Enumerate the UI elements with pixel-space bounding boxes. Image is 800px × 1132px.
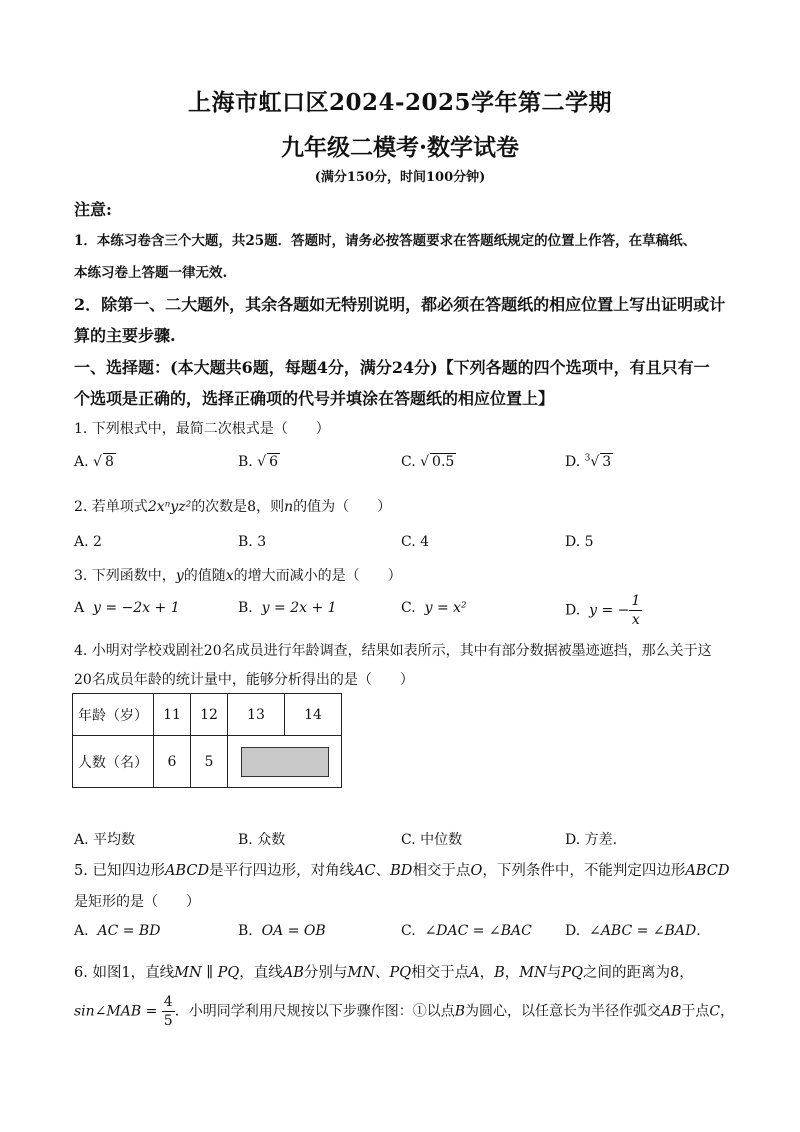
radicand: 0.5 bbox=[432, 454, 455, 470]
q1-option-d: D. $^3$√ 3 bbox=[565, 453, 612, 470]
option-label: D. bbox=[565, 602, 581, 619]
exam-subtitle-title: 九年级二模考·数学试卷 bbox=[280, 134, 519, 161]
variable-y: y bbox=[175, 568, 184, 584]
option-label: C. bbox=[401, 454, 416, 470]
q2-stem-text: 的值为（ ） bbox=[293, 499, 392, 515]
q1-option-b: B. √ 6 bbox=[238, 454, 279, 470]
numerator: 1 bbox=[631, 593, 641, 609]
q5-option-b bbox=[238, 923, 326, 939]
condition-expression: ∠DAC = ∠BAC bbox=[424, 923, 532, 939]
q6-stem-text: 分别与 bbox=[303, 965, 348, 981]
function-expression: y = −2x + 1 bbox=[93, 600, 180, 616]
option-label: C. bbox=[401, 923, 416, 939]
q3-option-c bbox=[401, 600, 467, 616]
exam-title: 上海市虹口区2024-2025学年第二学期 bbox=[187, 89, 613, 116]
table-cell: 14 bbox=[285, 694, 342, 736]
table-cell: 13 bbox=[228, 694, 285, 736]
point-b: B bbox=[494, 965, 505, 981]
q5-stem-line1 bbox=[74, 859, 734, 880]
q2-stem bbox=[74, 496, 734, 516]
q2-stem-text: 的次数是8，则 bbox=[191, 499, 285, 515]
parallel-lines: MN ∥ PQ bbox=[174, 965, 240, 981]
q2-option-d: D. 5 bbox=[565, 534, 594, 550]
option-label: C. bbox=[401, 600, 416, 616]
notice-item-1: 1．本练习卷含三个大题，共25题．答题时，请务必按答题要求在答题纸规定的位置上作答，在草稿纸、 bbox=[74, 233, 697, 249]
diagonal-ac: AC bbox=[354, 863, 376, 879]
line-mn: MN bbox=[347, 965, 375, 981]
q6-stem-text: 与 bbox=[546, 965, 562, 981]
exam-score-time: (满分150分，时间100分钟) bbox=[314, 170, 486, 185]
q2-option-a: A. 2 bbox=[74, 534, 102, 550]
q6-stem-text: 6. 如图1，直线 bbox=[74, 965, 175, 981]
notice-item-2: 2．除第一、二大题外，其余各题如无特别说明，都必须在答题纸的相应位置上写出证明或计 bbox=[74, 295, 726, 314]
q6-stem-text: ， bbox=[504, 965, 520, 981]
q3-option-d bbox=[565, 592, 642, 629]
q6-stem-line2 bbox=[74, 993, 734, 1030]
condition-expression: ∠ABC = ∠BAD bbox=[589, 923, 697, 939]
notice-label: 注意: bbox=[74, 200, 112, 219]
distance-value: 8 bbox=[669, 965, 680, 981]
q1-stem: 1. 下列根式中，最简二次根式是（ ） bbox=[74, 421, 330, 437]
q3-stem-text: 的增大而减小的是（ ） bbox=[233, 568, 402, 584]
q4-option-b: B. 众数 bbox=[238, 832, 286, 848]
function-expression: y = x² bbox=[424, 600, 467, 616]
q4-option-c: C. 中位数 bbox=[401, 832, 463, 848]
table-cell: 11 bbox=[154, 694, 191, 736]
age-table bbox=[72, 693, 342, 788]
fraction bbox=[629, 592, 642, 629]
table-cell: 6 bbox=[154, 736, 191, 788]
option-label: B. bbox=[238, 923, 253, 939]
q5-stem-text: ，下列条件中，不能判定四边形 bbox=[482, 863, 686, 879]
radicand: 6 bbox=[269, 454, 279, 470]
q4-option-d: D. 方差. bbox=[565, 832, 618, 848]
quad-abcd: ABCD bbox=[685, 863, 730, 879]
q6-stem-text: 相交于点 bbox=[411, 965, 470, 981]
numerator: 4 bbox=[163, 994, 173, 1010]
separator: ， bbox=[479, 965, 495, 981]
notice-item-1-cont: 本练习卷上答题一律无效. bbox=[74, 265, 228, 281]
section-1-heading: 一、选择题：(本大题共6题，每题4分，满分24分)【下列各题的四个选项中，有且只有一 bbox=[74, 358, 710, 377]
monomial: 2xⁿyz² bbox=[147, 499, 192, 515]
condition-expression: AC = BD bbox=[97, 923, 161, 939]
line-pq: PQ bbox=[561, 965, 583, 981]
radicand: 8 bbox=[104, 454, 114, 470]
option-label: A. bbox=[74, 923, 89, 939]
denominator: 5 bbox=[163, 1013, 173, 1029]
q5-stem-text: 是平行四边形，对角线 bbox=[209, 863, 355, 879]
q3-option-a bbox=[74, 600, 180, 616]
point-a: A bbox=[469, 965, 480, 981]
diagonal-bd: BD bbox=[390, 863, 413, 879]
q2-option-b: B. 3 bbox=[238, 534, 267, 550]
line-mn: MN bbox=[519, 965, 547, 981]
ink-blot bbox=[241, 747, 329, 777]
separator: 、 bbox=[375, 863, 391, 879]
notice-item-2-cont: 算的主要步骤. bbox=[74, 326, 176, 345]
line-ab: AB bbox=[282, 965, 304, 981]
option-label: A. bbox=[74, 454, 89, 470]
root-index: 3 bbox=[584, 453, 591, 464]
q2-option-c: C. 4 bbox=[401, 534, 430, 550]
q6-stem-text: 于点 bbox=[681, 1003, 710, 1020]
q1-option-a: A. √ 8 bbox=[74, 454, 114, 470]
q3-option-b bbox=[238, 600, 337, 616]
line-pq: PQ bbox=[389, 965, 412, 981]
q6-stem-text: 为圆心，以任意长为半径作弧交 bbox=[465, 1003, 661, 1020]
q5-option-c bbox=[401, 923, 532, 939]
function-expression: y = − bbox=[589, 602, 630, 619]
table-header-cell: 人数（名） bbox=[73, 736, 154, 788]
q5-stem-text: 是矩形的是（ ） bbox=[74, 894, 200, 910]
table-cell: 12 bbox=[191, 694, 228, 736]
radicand: 3 bbox=[602, 454, 612, 470]
q6-stem-text: ， bbox=[720, 1003, 735, 1020]
q4-option-a: A. 平均数 bbox=[74, 832, 136, 848]
table-cell: 5 bbox=[191, 736, 228, 788]
q5-stem-text: 相交于点 bbox=[412, 863, 471, 879]
table-header-cell: 年龄（岁） bbox=[73, 694, 154, 736]
q5-stem-text: 5. 已知四边形 bbox=[74, 863, 165, 879]
option-label: B. bbox=[238, 454, 253, 470]
q4-stem-line1: 4. 小明对学校戏剧社20名成员进行年龄调查，结果如表所示，其中有部分数据被墨迹遮挡，那么关于这 bbox=[74, 643, 712, 659]
option-label: B. bbox=[238, 600, 253, 616]
q5-option-d bbox=[565, 923, 701, 939]
q6-stem-text: ，直线 bbox=[239, 965, 283, 981]
denominator: x bbox=[631, 612, 640, 628]
q3-stem bbox=[74, 565, 734, 585]
q6-stem-text: 之间的距离为 bbox=[582, 965, 670, 981]
option-label: D. bbox=[565, 923, 581, 939]
q3-stem-text: 的值随 bbox=[183, 568, 226, 584]
quad-abcd: ABCD bbox=[164, 863, 210, 879]
q6-stem-line1 bbox=[74, 961, 734, 982]
q3-stem-text: 3. 下列函数中， bbox=[74, 568, 176, 584]
variable-n: n bbox=[284, 499, 294, 515]
section-1-instructions: 个选项是正确的，选择正确项的代号并填涂在答题纸的相应位置上】 bbox=[74, 389, 555, 408]
sine-expression: sin∠MAB = bbox=[74, 1003, 158, 1020]
q1-option-c: C. √ 0.5 bbox=[401, 454, 455, 470]
q2-stem-text: 2. 若单项式 bbox=[74, 499, 148, 515]
fraction bbox=[162, 993, 175, 1030]
q5-stem-line2 bbox=[74, 891, 734, 911]
function-expression: y = 2x + 1 bbox=[261, 600, 337, 616]
option-label: A bbox=[74, 600, 85, 616]
q6-stem-text: ．小明同学利用尺规按以下步骤作图：①以点 bbox=[174, 1003, 455, 1020]
q6-stem-text: ， bbox=[679, 965, 694, 981]
table-row bbox=[73, 694, 342, 736]
q4-stem-line2: 20名成员年龄的统计量中，能够分析得出的是（ ） bbox=[74, 672, 414, 688]
q5-option-a bbox=[74, 923, 160, 939]
separator: 、 bbox=[374, 965, 390, 981]
point-c: C bbox=[709, 1003, 721, 1020]
point-o: O bbox=[470, 863, 483, 879]
condition-expression: OA = OB bbox=[261, 923, 326, 939]
table-row bbox=[73, 736, 342, 788]
table-cell-masked bbox=[228, 736, 342, 788]
period: . bbox=[696, 923, 701, 939]
line-ab: AB bbox=[661, 1003, 682, 1020]
variable-x: x bbox=[225, 568, 234, 584]
option-label: D. bbox=[565, 454, 581, 470]
point-b: B bbox=[454, 1003, 465, 1020]
